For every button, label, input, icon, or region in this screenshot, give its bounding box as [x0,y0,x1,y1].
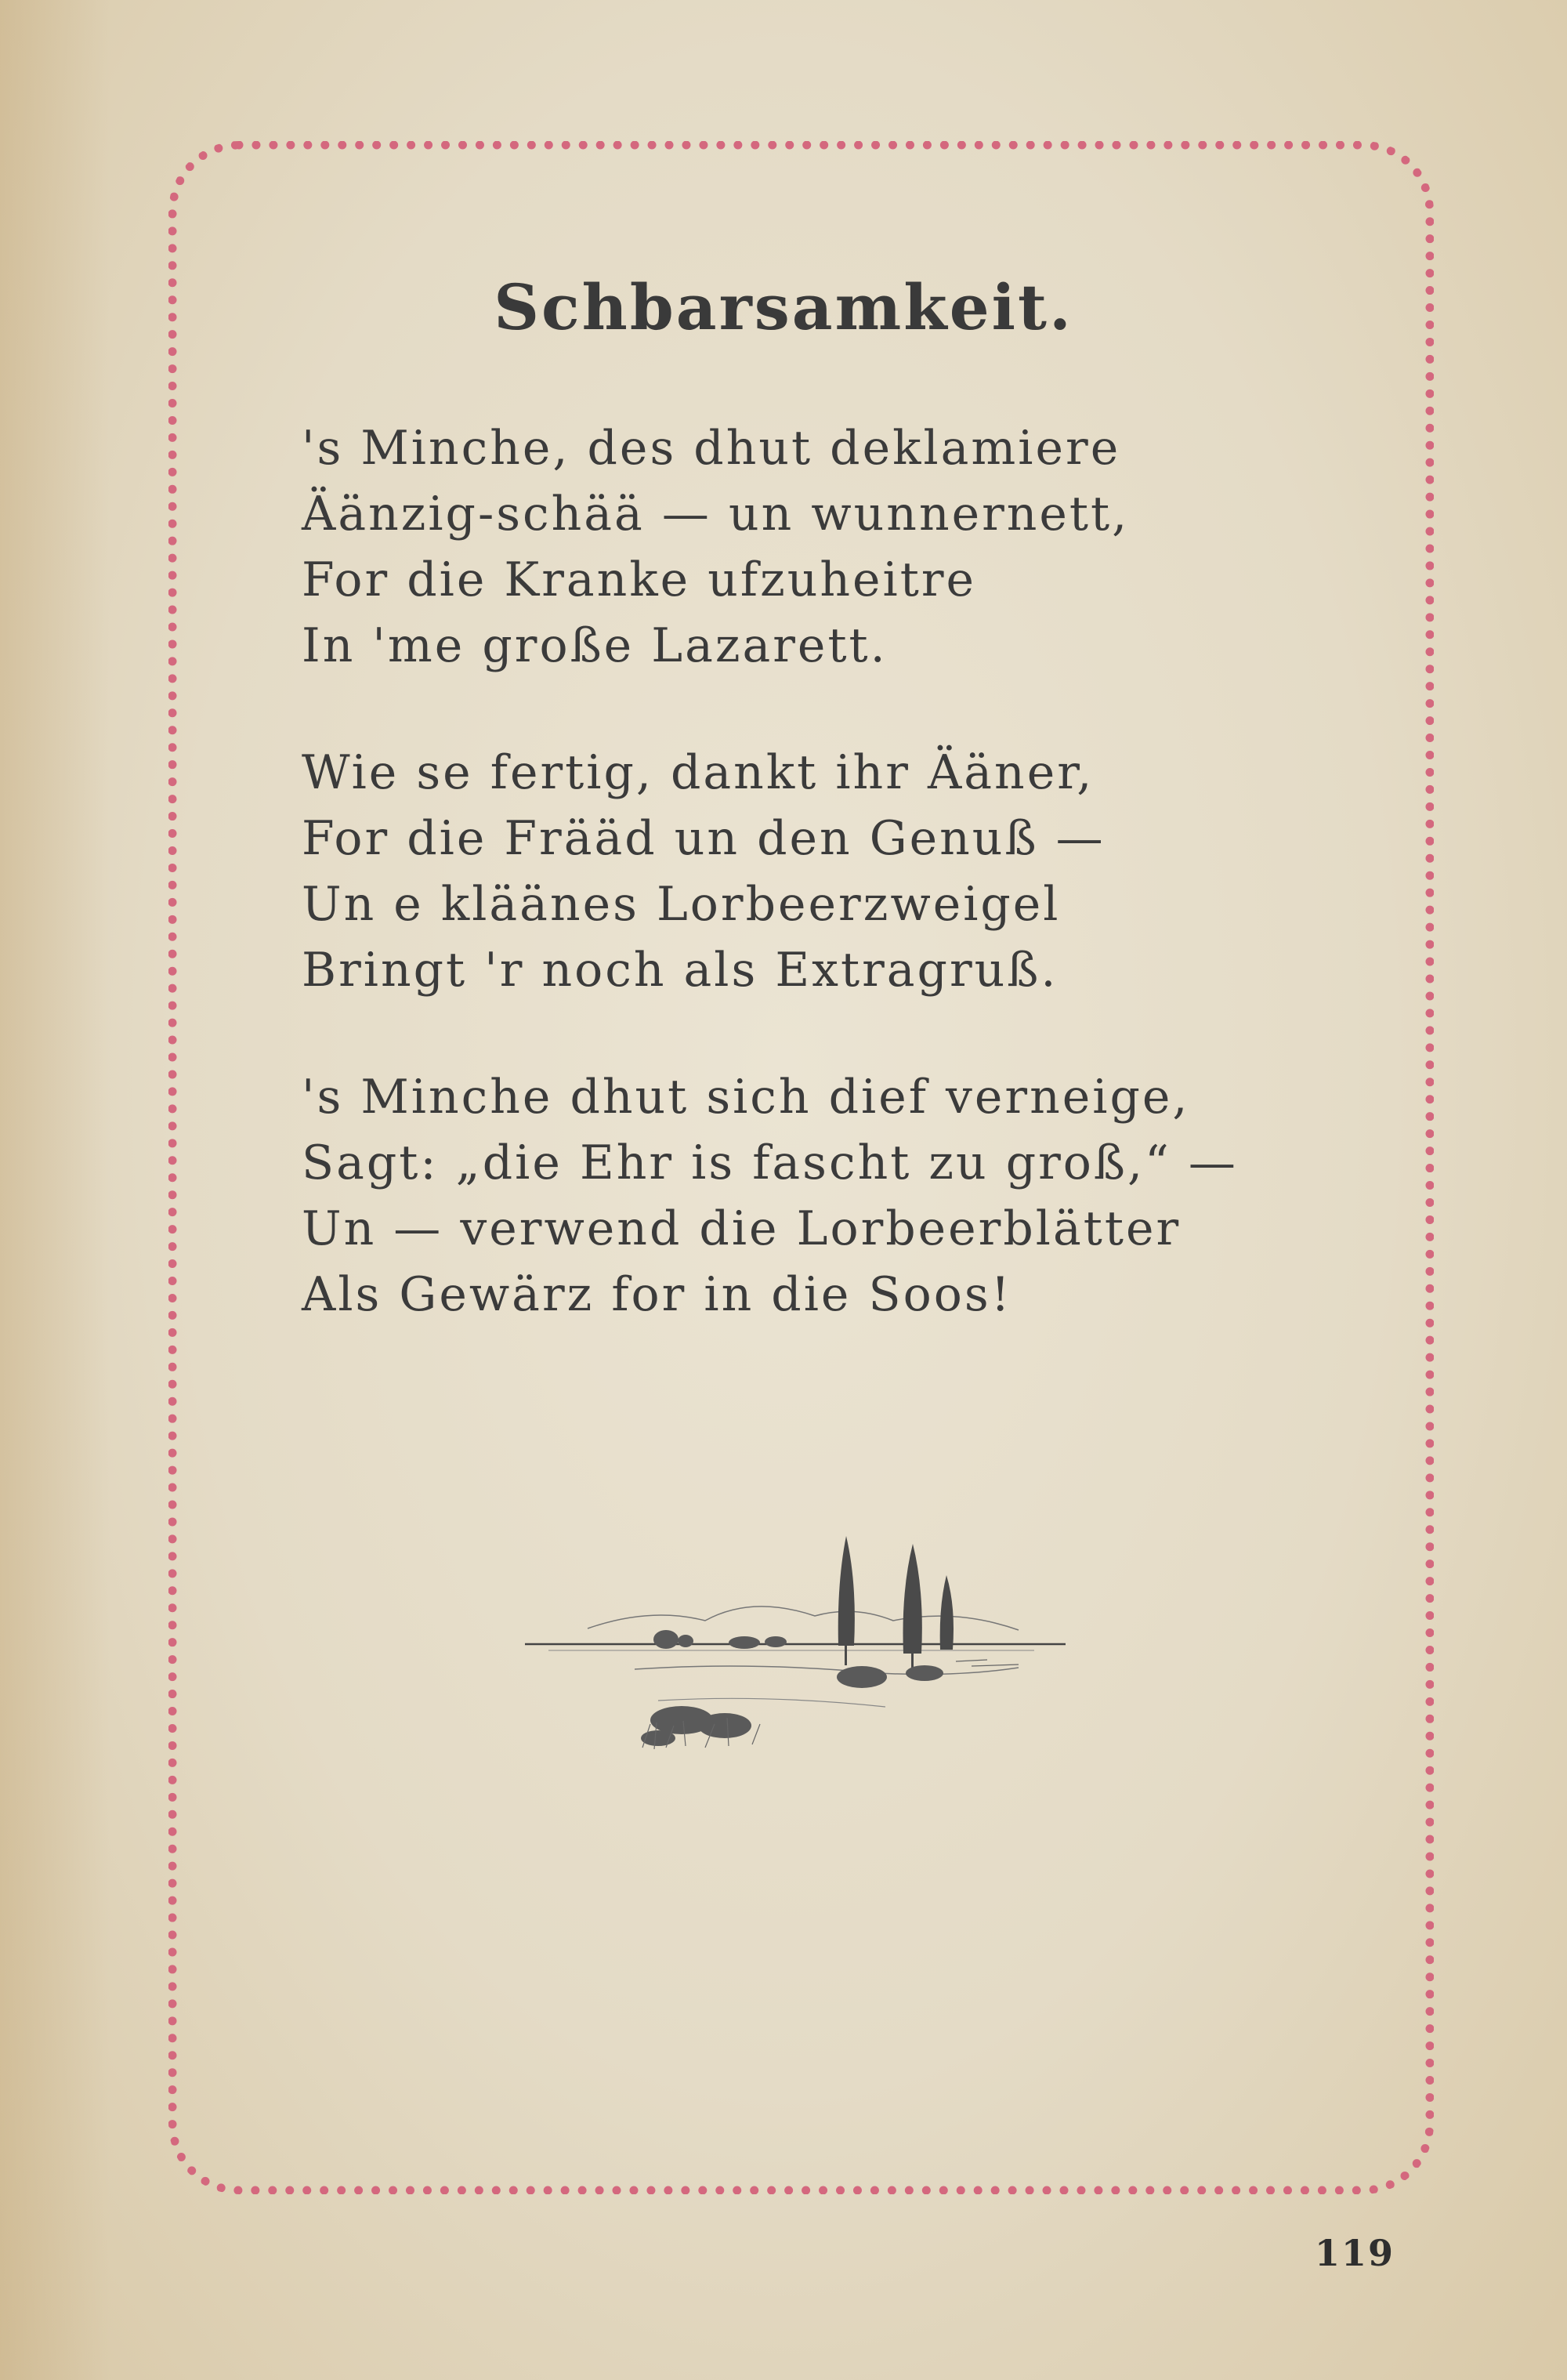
poem-line: Sagt: „die Ehr is fascht zu groß,“ — [302,1136,1238,1190]
poem-title: Schbarsamkeit. [494,270,1073,344]
poem-line: Als Gewärz for in die Soos! [302,1267,1012,1322]
poem-line: Wie se fertig, dankt ihr Ääner, [302,745,1095,800]
poem-line: Bringt 'r noch als Extragruß. [302,943,1059,998]
page-number: 119 [1315,2232,1395,2274]
poem-line: Un — verwend die Lorbeerblätter [302,1201,1182,1256]
poem-line: For die Frääd un den Genuß — [302,811,1106,866]
stanza-2 [302,740,1320,1003]
poem-line: For die Kranke ufzuheitre [302,552,977,607]
poem-line: 's Minche, des dhut deklamiere [302,421,1121,476]
stanza-1 [302,415,1320,679]
poem-line: In 'me große Lazarett. [302,618,888,673]
poem-line: 's Minche dhut sich dief verneige, [302,1070,1190,1125]
poem-line: Äänzig-schää — un wunnernett, [302,487,1130,542]
poem-line: Un e kläänes Lorbeerzweigel [302,877,1061,932]
landscape-with-poplars-icon [517,1512,1081,1763]
poem-body [302,415,1320,1389]
stanza-3 [302,1064,1320,1328]
